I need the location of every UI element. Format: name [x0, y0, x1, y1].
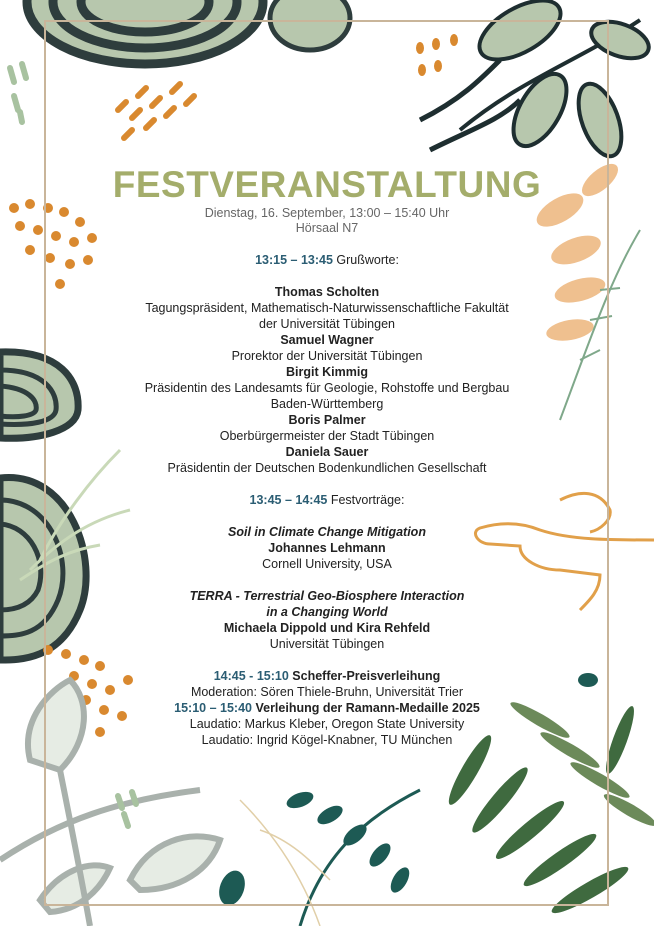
speaker-role: Prorektor der Universität Tübingen [231, 349, 423, 363]
talk-title [90, 588, 564, 604]
talk-title-acronym: TERRA [189, 589, 233, 603]
speaker-name: Boris Palmer [288, 413, 366, 427]
greetings-label: Grußworte: [336, 253, 399, 267]
speaker-name: Birgit Kimmig [286, 365, 368, 379]
scheffer-moderation: Moderation: Sören Thiele-Bruhn, Universität Trier [190, 685, 464, 699]
speaker-role: Präsidentin der Deutschen Bodenkundlichen Gesellschaft [167, 461, 487, 475]
speaker-entry [90, 284, 564, 332]
speaker-name: Thomas Scholten [274, 285, 380, 299]
talk-speaker: Michaela Dippold und Kira Rehfeld [223, 621, 431, 635]
speaker-role: Tagungspräsident, Mathematisch-Naturwissenschaftliche Fakultät [145, 301, 509, 315]
ramann-time: 15:10 – 15:40 [174, 701, 252, 715]
speaker-entry [90, 364, 564, 412]
speaker-name: Daniela Sauer [285, 445, 369, 459]
lectures-label: Festvorträge: [330, 493, 405, 507]
talk-affiliation: Universität Tübingen [269, 637, 385, 651]
laudatio-2: Laudatio: Ingrid Kögel-Knabner, TU München [201, 733, 453, 747]
speaker-role-line2: der Universität Tübingen [259, 317, 395, 331]
speaker-role: Oberbürgermeister der Stadt Tübingen [219, 429, 435, 443]
program-content [90, 164, 564, 748]
greetings-heading [90, 252, 564, 268]
ramann-heading [90, 700, 564, 716]
speaker-entry [90, 412, 564, 444]
lectures-time: 13:45 – 14:45 [249, 493, 328, 507]
room-line: Hörsaal N7 [295, 221, 359, 235]
talk-title: Soil in Climate Change Mitigation [228, 525, 426, 539]
talk-entry [90, 588, 564, 652]
scheffer-label: Scheffer-Preisverleihung [292, 669, 441, 683]
green-dash-marks [10, 64, 26, 122]
laudatio-1: Laudatio: Markus Kleber, Oregon State University [189, 717, 465, 731]
talk-title-rest: - Terrestrial Geo-Biosphere Interaction [232, 589, 465, 603]
speaker-role-line2: Baden-Württemberg [270, 397, 384, 411]
scheffer-heading [90, 668, 564, 684]
talk-affiliation: Cornell University, USA [262, 557, 392, 571]
speaker-entry [90, 444, 564, 476]
date-line: Dienstag, 16. September, 13:00 – 15:40 Uhr [204, 206, 450, 220]
speaker-role: Präsidentin des Landesamts für Geologie, Rohstoffe und Bergbau [144, 381, 510, 395]
talk-speaker: Johannes Lehmann [268, 541, 386, 555]
talk-title-line2: in a Changing World [266, 605, 388, 619]
talk-entry [90, 524, 564, 572]
speaker-entry [90, 332, 564, 364]
lectures-heading [90, 492, 564, 508]
speaker-name: Samuel Wagner [280, 333, 374, 347]
scheffer-time: 14:45 - 15:10 [213, 669, 289, 683]
page-title: FESTVERANSTALTUNG [112, 164, 542, 205]
greetings-time: 13:15 – 13:45 [255, 253, 333, 267]
ramann-label: Verleihung der Ramann-Medaille 2025 [255, 701, 480, 715]
